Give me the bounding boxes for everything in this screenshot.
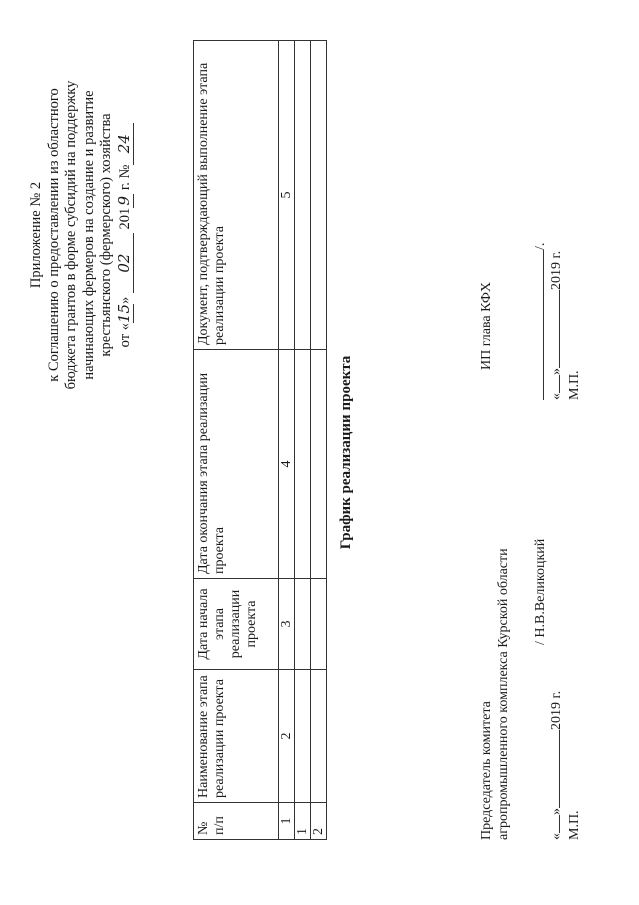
left-signature-role: Председатель комитета агропромышленного комплекса Курской области [479,548,511,840]
header-cell: Дата начала этапа реализации проекта [194,579,279,670]
appendix-line: к Соглашению о предоставлении из областного [45,88,62,382]
table-cell: 4 [279,350,295,579]
table-row [279,41,295,840]
table-cell: 5 [279,41,295,350]
table-row [311,41,327,840]
left-signature-name: / Н.В.Великоцкий [533,538,548,645]
left-stamp: М.П. [567,810,582,840]
table-cell [295,579,311,670]
appendix-line: начинающих фермеров на создание и развитие [80,90,97,380]
table-cell: 2 [311,803,327,840]
appendix-header [28,35,134,435]
appendix-title: Приложение № 2 [28,181,44,289]
table-header-row [194,41,279,840]
table-cell [295,670,311,803]
table-cell: 1 [295,803,311,840]
handwritten-year-digit: 9 [116,194,135,208]
table-cell: 3 [279,579,295,670]
table-cell: 2 [279,670,295,803]
agreement-date-line: от «15» 02 2019 г. №24 [116,35,135,435]
table-cell: 1 [279,803,295,840]
appendix-line: бюджета грантов в форме субсидий на поддержку [63,80,79,390]
page-title: График реализации проекта [338,355,354,550]
schedule-table [193,40,327,840]
table-cell [311,350,327,579]
table-cell [311,41,327,350]
appendix-line: крестьянского (фермерского) хозяйства [98,113,114,357]
table-row [295,41,311,840]
right-signature-line: /. [532,243,549,400]
table-cell [295,41,311,350]
table-cell [311,579,327,670]
right-signature-date: «»2019 г. [549,250,564,400]
handwritten-month: 02 [116,233,135,293]
right-signature-role: ИП глава КФХ [479,282,494,370]
handwritten-day: 15 [114,303,133,324]
right-stamp: М.П. [567,370,582,400]
header-cell: № п/п [194,803,279,840]
header-cell: Документ, подтверждающий выполнение этапа реализации проекта [194,41,279,350]
table-cell [295,350,311,579]
table-cell [311,670,327,803]
left-signature-date: «»2019 г. [549,690,564,840]
header-cell: Наименование этапа реализации проекта [194,670,279,803]
handwritten-number: 24 [116,123,135,165]
header-cell: Дата окончания этапа реализации проекта [194,350,279,579]
